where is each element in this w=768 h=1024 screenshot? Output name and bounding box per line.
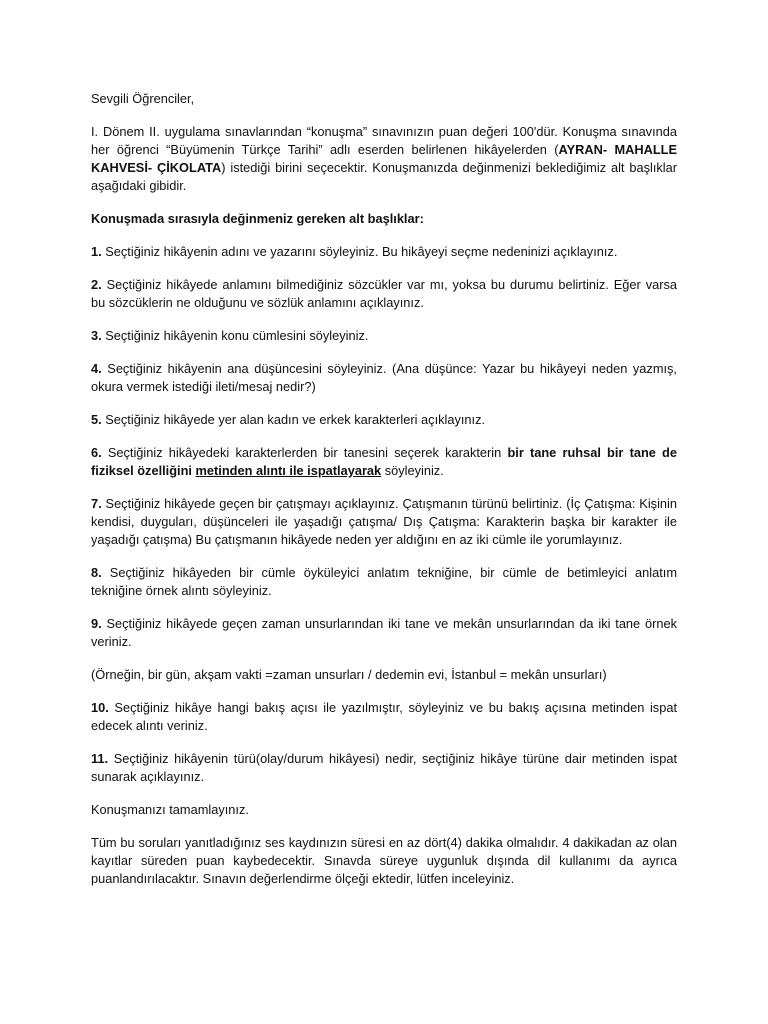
item-number: 4. (91, 361, 102, 376)
list-item-9 (91, 615, 677, 651)
list-item-5 (91, 411, 677, 429)
item-text: Seçtiğiniz hikâyenin adını ve yazarını söyleyiniz. Bu hikâyeyi seçme nedeninizi açıklayınız. (101, 244, 618, 259)
item-text: Seçtiğiniz hikâyenin türü(olay/durum hikâyesi) nedir, seçtiğiniz hikâye türüne dair metinden ispat sunarak açıklayınız. (91, 751, 677, 784)
item-text: Seçtiğiniz hikâyede geçen zaman unsurlarından iki tane ve mekân unsurlarından da iki tane örnek veriniz. (91, 616, 677, 649)
item-text: Seçtiğiniz hikâyenin ana düşüncesini söyleyiniz. (Ana düşünce: Yazar bu hikâyeyi neden yazmış, okura vermek istediği ileti/mesaj nedir?) (91, 361, 677, 394)
list-item-10 (91, 699, 677, 735)
item-text: Seçtiğiniz hikâyede geçen bir çatışmayı açıklayınız. Çatışmanın türünü belirtiniz. (İç Çatışma: Kişinin kendisi, duyguları, düşünceleri ile yaşadığı çatışma/ Dış Çatışma: Karakterin başka bir karakter ile yaşadığı çatışma) Bu çatışmanın hikâyede neden yer aldığını en az iki cümle ile yorumlayınız. (91, 496, 677, 547)
item-number: 6. (91, 445, 102, 460)
closing-paragraph: Tüm bu soruları yanıtladığınız ses kaydınızın süresi en az dört(4) dakika olmalıdır. 4 dakikadan az olan kayıtlar süreden puan kaybedecektir. Sınavda süreye uygunluk dışında dil kullanımı da ayrıca puanlandırılacaktır. Sınavın değerlendirme ölçeği ektedir, lütfen inceleyiniz. (91, 835, 677, 886)
item-number: 7. (91, 496, 102, 511)
item-text: Seçtiğiniz hikâyede yer alan kadın ve erkek karakterleri açıklayınız. (101, 412, 486, 427)
document-page (91, 90, 677, 903)
item-number: 11. (91, 751, 109, 766)
item-number: 10. (91, 700, 109, 715)
subheading (91, 210, 677, 228)
complete-instruction: Konuşmanızı tamamlayınız. (91, 802, 249, 817)
intro-text-after: ) istediği birini seçecektir. Konuşmanızda değinmenizi beklediğimiz alt başlıklar aşağıdaki gibidir. (91, 160, 677, 193)
item-number: 2. (91, 277, 102, 292)
item-text-end: söyleyiniz. (381, 463, 444, 478)
item-number: 3. (91, 328, 102, 343)
intro-text-before: I. Dönem II. uygulama sınavlarından “konuşma” sınavınızın puan değeri 100'dür. Konuşma sınavında her öğrenci “Büyümenin Türkçe Tarihi” adlı eserden belirlenen hikâyelerden ( (91, 124, 677, 157)
greeting: Sevgili Öğrenciler, (91, 91, 195, 106)
example-note: (Örneğin, bir gün, akşam vakti =zaman unsurları / dedemin evi, İstanbul = mekân unsurları) (91, 667, 607, 682)
item-emphasis-underlined: metinden alıntı ile ispatlayarak (195, 463, 382, 478)
item-text: Seçtiğiniz hikâye hangi bakış açısı ile yazılmıştır, söyleyiniz ve bu bakış açısına metinden ispat edecek alıntı veriniz. (91, 700, 677, 733)
story-list: AYRAN- MAHALLE KAHVESİ- ÇİKOLATA (91, 142, 677, 175)
item-number: 5. (91, 412, 102, 427)
item-number: 9. (91, 616, 102, 631)
list-item-6 (91, 444, 677, 480)
item-text: Seçtiğiniz hikâyedeki karakterlerden bir tanesini seçerek karakterin (101, 445, 508, 460)
subheading-text: Konuşmada sırasıyla değinmeniz gereken alt başlıklar: (91, 211, 424, 226)
list-item-4 (91, 360, 677, 396)
item-number: 8. (91, 565, 102, 580)
list-item-2 (91, 276, 677, 312)
item-text: Seçtiğiniz hikâyeden bir cümle öyküleyici anlatım tekniğine, bir cümle de betimleyici anlatım tekniğine örnek alıntı söyleyiniz. (91, 565, 677, 598)
list-item-1 (91, 243, 677, 261)
item-text: Seçtiğiniz hikâyenin konu cümlesini söyleyiniz. (101, 328, 369, 343)
intro-paragraph (91, 123, 677, 195)
list-item-7 (91, 495, 677, 549)
list-item-3 (91, 327, 677, 345)
list-item-8 (91, 564, 677, 600)
item-emphasis: bir tane ruhsal bir tane de fiziksel özelliğini (91, 445, 677, 478)
list-item-11 (91, 750, 677, 786)
item-text: Seçtiğiniz hikâyede anlamını bilmediğiniz sözcükler var mı, yoksa bu durumu belirtiniz. Eğer varsa bu sözcüklerin ne olduğunu ve sözlük anlamını açıklayınız. (91, 277, 677, 310)
item-number: 1. (91, 244, 102, 259)
